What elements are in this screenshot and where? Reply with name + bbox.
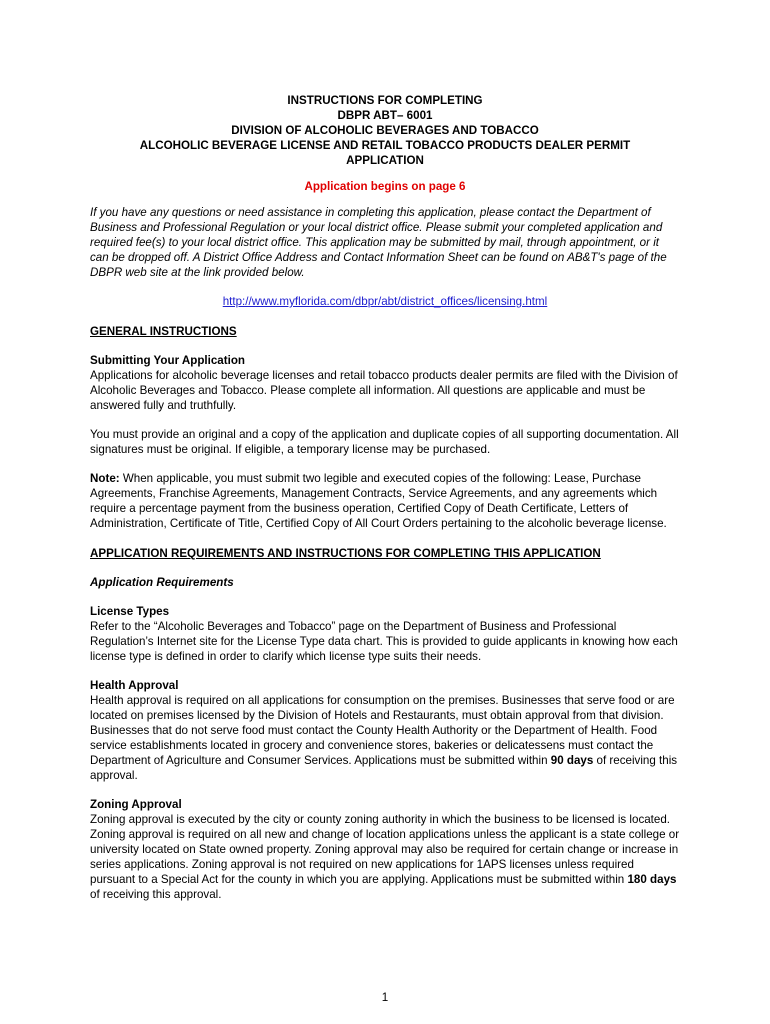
original-copy-paragraph: You must provide an original and a copy of the application and duplicate copies of all supporting documentation. All signatures must be original. If eligible, a temporary license may be purchased.: [90, 428, 679, 456]
requirements-heading: APPLICATION REQUIREMENTS AND INSTRUCTIONS FOR COMPLETING THIS APPLICATION: [90, 547, 601, 560]
health-approval-paragraph: [90, 693, 680, 783]
title-line-5: APPLICATION: [346, 154, 424, 167]
health-approval-section: [90, 678, 680, 783]
document-page: [90, 93, 680, 902]
zoning-approval-paragraph: [90, 812, 680, 902]
title-line-1: INSTRUCTIONS FOR COMPLETING: [287, 94, 483, 107]
license-types-section: [90, 604, 680, 664]
health-approval-heading: Health Approval: [90, 679, 179, 692]
license-types-paragraph: Refer to the “Alcoholic Beverages and Tobacco” page on the Department of Business and Professional Regulation’s Internet site for the License Type data chart. This is provided to guide applicants in knowing how each license type is defined in order to clarify which license type suits their needs.: [90, 620, 678, 663]
general-instructions-heading: GENERAL INSTRUCTIONS: [90, 325, 237, 338]
submitting-heading: Submitting Your Application: [90, 354, 246, 367]
zoning-approval-heading: Zoning Approval: [90, 798, 182, 811]
title-line-2: DBPR ABT– 6001: [337, 109, 433, 122]
zoning-tail: of receiving this approval.: [90, 888, 222, 901]
intro-paragraph: If you have any questions or need assistance in completing this application, please contact the Department of Business and Professional Regulation or your local district office. Please submit your completed application and required fee(s) to your local district office. This application may be submitted by mail, through appointment, or it can be dropped off. A District Office Address and Contact Information Sheet can be found on AB&T's page of the DBPR web site at the link provided below.: [90, 206, 667, 279]
health-days: 90 days: [550, 754, 594, 767]
zoning-days: 180 days: [627, 873, 677, 886]
title-line-3: DIVISION OF ALCOHOLIC BEVERAGES AND TOBACCO: [231, 124, 539, 137]
district-offices-link[interactable]: http://www.myflorida.com/dbpr/abt/district_offices/licensing.html: [222, 295, 548, 308]
application-requirements-subheading: Application Requirements: [90, 576, 234, 589]
submitting-paragraph: Applications for alcoholic beverage licenses and retail tobacco products dealer permits are filed with the Division of Alcoholic Beverages and Tobacco. Please complete all information. All questions are applicable and must be answered fully and truthfully.: [90, 369, 678, 412]
note-text: When applicable, you must submit two legible and executed copies of the following: Lease, Purchase Agreements, Franchise Agreements, Management Contracts, Service Agreements, and any agreements which require a percentage payment from the business operation, Certified Copy of Death Certificate, Letters of Administration, Certificate of Title, Certified Copy of All Court Orders pertaining to the alcoholic beverage license.: [90, 472, 667, 530]
zoning-approval-section: [90, 797, 680, 902]
document-title: [90, 93, 680, 168]
title-line-4: ALCOHOLIC BEVERAGE LICENSE AND RETAIL TOBACCO PRODUCTS DEALER PERMIT: [139, 139, 631, 152]
health-tail: of receiving this approval.: [90, 754, 678, 782]
application-begins-note: Application begins on page 6: [304, 180, 466, 193]
zoning-text: Zoning approval is executed by the city or county zoning authority in which the business to be licensed is located. Zoning approval is required on all new and change of location applications unless the applicant is a state college or university located on State owned property. Zoning approval may also be required for certain change or increase in series applications. Zoning approval is not required on new applications for 1APS licenses unless required pursuant to a Special Act for the county in which you are applying. Applications must be submitted within: [90, 813, 680, 886]
note-paragraph: [90, 471, 680, 531]
health-text: Health approval is required on all applications for consumption on the premises. Businesses that serve food or are located on premises licensed by the Division of Hotels and Restaurants, must obtain approval from that division. Businesses that do not serve food must contact the County Health Authority or the Department of Health. Food service establishments located in grocery and convenience stores, bakeries or delicatessens must contact the Department of Agriculture and Consumer Services. Applications must be submitted within: [90, 694, 675, 767]
note-label: Note:: [90, 472, 120, 485]
license-types-heading: License Types: [90, 605, 170, 618]
page-number: 1: [381, 991, 389, 1004]
submitting-section: [90, 353, 680, 413]
